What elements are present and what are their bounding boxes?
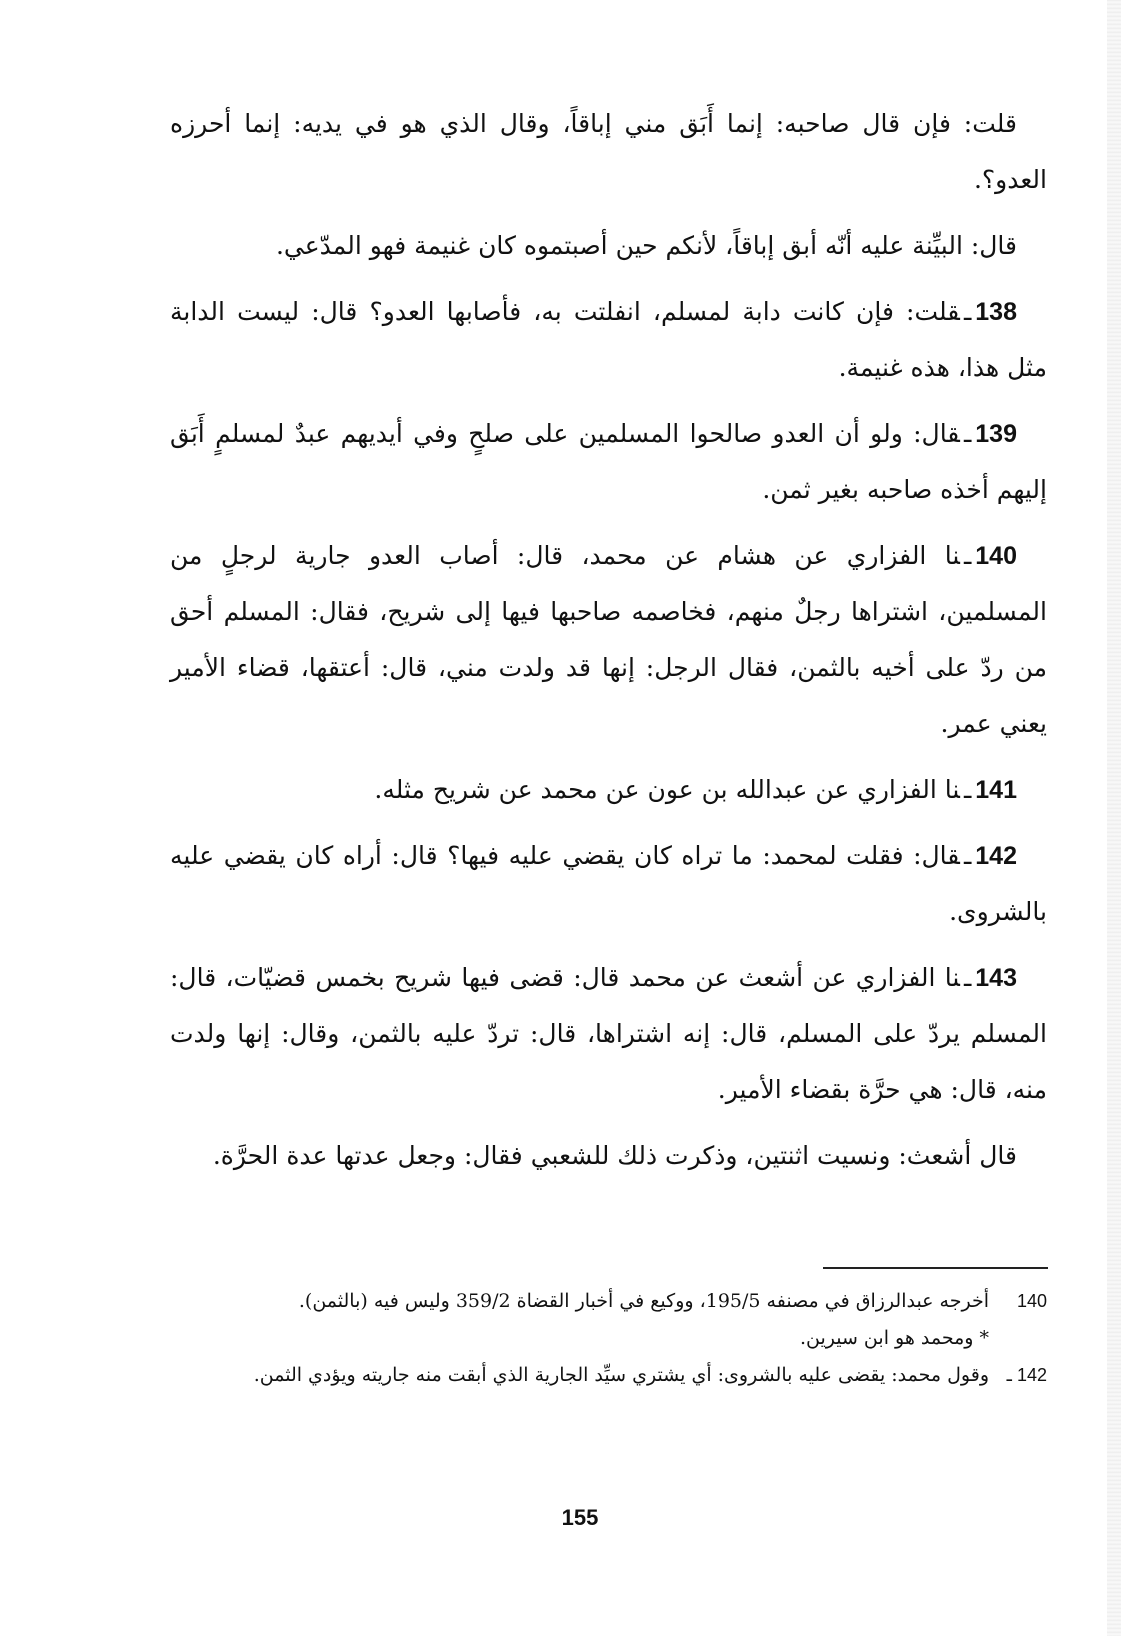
paragraph-143 <box>170 950 1047 1118</box>
paragraph-number: 139 <box>975 420 1017 448</box>
footnote-text: وقول محمد: يقضى عليه بالشروى: أي يشتري سيِّد الجارية الذي أبقت منه جاريته ويؤدي الثمن. <box>253 1364 989 1386</box>
paragraph-139 <box>170 406 1047 518</box>
page-number: 155 <box>561 1505 599 1530</box>
number-dash: ـ <box>963 297 972 326</box>
paragraph-text: نا الفزاري عن هشام عن محمد، قال: أصاب العدو جارية لرجلٍ من المسلمين، اشتراها رجلٌ منهم، فخاصمه صاحبها فيها إلى شريح، فقال: المسلم أحق من ردّ على أخيه بالثمن، فقال الرجل: إنها قد ولدت مني، قال: أعتقها، قضاء الأمير يعني عمر. <box>170 541 1047 738</box>
paragraph-intro-1 <box>170 96 1047 208</box>
paragraph-text: قال أشعث: ونسيت اثنتين، وذكرت ذلك للشعبي فقال: وجعل عدتها عدة الحرَّة. <box>212 1141 1017 1170</box>
footnote-number: 140 <box>1016 1291 1047 1311</box>
paragraph-text: قال: ولو أن العدو صالحوا المسلمين على صلحٍ وفي أيديهم عبدٌ لمسلمٍ أَبَق إليهم أخذه صاحبه بغير ثمن. <box>170 419 1047 504</box>
footnotes <box>170 1283 1047 1394</box>
paragraph-number: 140 <box>975 542 1017 570</box>
footnote-number <box>989 1320 1047 1357</box>
paragraph-closing <box>170 1128 1047 1184</box>
paragraph-text: نا الفزاري عن أشعث عن محمد قال: قضى فيها شريح بخمس قضيّات، قال: المسلم يردّ على المسلم، قال: إنه اشتراها، قال: تردّ عليه بالثمن، وقال: إنها ولدت منه، قال: هي حرَّة بقضاء الأمير. <box>170 963 1047 1104</box>
number-dash: ـ <box>963 419 972 448</box>
paragraph-intro-2 <box>170 218 1047 274</box>
paragraph-text: نا الفزاري عن عبدالله بن عون عن محمد عن شريح مثله. <box>374 775 960 804</box>
paragraph-142 <box>170 828 1047 940</box>
number-dash: ـ <box>963 775 972 804</box>
main-text <box>170 96 1047 1194</box>
paragraph-number: 138 <box>975 298 1017 326</box>
scan-edge-texture <box>1107 0 1121 1636</box>
footnote-note <box>170 1320 1047 1357</box>
footnote-text: * ومحمد هو ابن سيرين. <box>799 1327 989 1349</box>
paragraph-141 <box>170 762 1047 818</box>
footnote-number: 142 ـ <box>1006 1365 1047 1385</box>
paragraph-number: 141 <box>975 776 1017 804</box>
paragraph-140 <box>170 528 1047 752</box>
paragraph-text: قلت: فإن قال صاحبه: إنما أَبَق مني إباقاً، وقال الذي هو في يديه: إنما أحرزه العدو؟. <box>170 109 1047 194</box>
footnote-separator <box>823 1267 1048 1269</box>
paragraph-138 <box>170 284 1047 396</box>
number-dash: ـ <box>963 841 972 870</box>
footnote-140 <box>170 1283 1047 1320</box>
paragraph-text: قال: البيِّنة عليه أنّه أبق إباقاً، لأنكم حين أصبتموه كان غنيمة فهو المدّعي. <box>275 231 1017 260</box>
number-dash: ـ <box>963 963 972 992</box>
number-dash: ـ <box>963 541 972 570</box>
footnote-text: أخرجه عبدالرزاق في مصنفه 195/5، ووكيع في أخبار القضاة 359/2 وليس فيه (بالثمن). <box>298 1290 989 1312</box>
footnote-142 <box>170 1357 1047 1394</box>
paragraph-text: قلت: فإن كانت دابة لمسلم، انفلتت به، فأصابها العدو؟ قال: ليست الدابة مثل هذا، هذه غنيمة. <box>170 297 1047 382</box>
paragraph-text: قال: فقلت لمحمد: ما تراه كان يقضي عليه فيها؟ قال: أراه كان يقضي عليه بالشروى. <box>170 841 1047 926</box>
paragraph-number: 143 <box>975 964 1017 992</box>
paragraph-number: 142 <box>975 842 1017 870</box>
